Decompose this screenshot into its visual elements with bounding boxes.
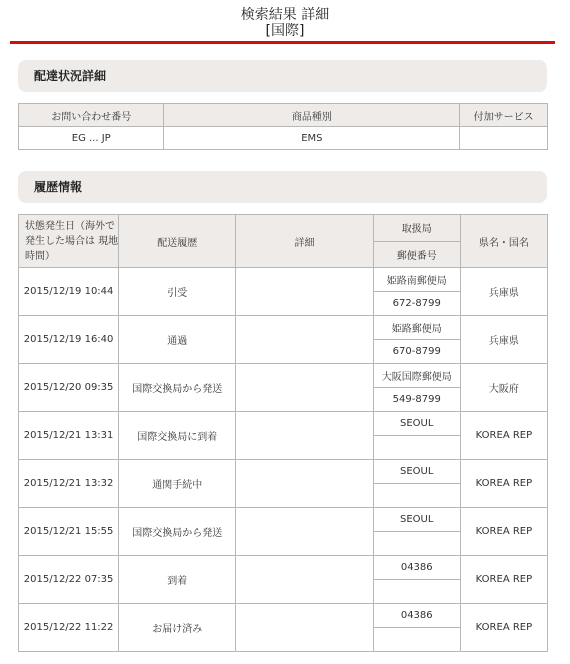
- history-detail: [236, 556, 373, 604]
- history-region: KOREA REP: [460, 460, 547, 508]
- history-table: [18, 214, 548, 652]
- history-section-title: 履歴情報: [34, 180, 83, 194]
- history-date: 2015/12/21 13:32: [19, 460, 119, 508]
- history-office: 04386: [373, 604, 460, 628]
- product-type: EMS: [164, 127, 460, 150]
- delivery-table: [18, 103, 548, 150]
- history-detail: [236, 508, 373, 556]
- delivery-header-row: [19, 104, 548, 127]
- history-office: 04386: [373, 556, 460, 580]
- history-row: [19, 364, 548, 388]
- history-date: 2015/12/21 15:55: [19, 508, 119, 556]
- history-detail: [236, 604, 373, 652]
- history-header-row: [19, 215, 548, 242]
- header-product-type: 商品種別: [164, 104, 460, 127]
- history-detail: [236, 412, 373, 460]
- history-row: [19, 460, 548, 484]
- history-detail: [236, 364, 373, 412]
- history-office: 大阪国際郵便局: [373, 364, 460, 388]
- header-postal: 郵便番号: [373, 241, 460, 268]
- tracking-number: EG ... JP: [19, 127, 164, 150]
- history-postal: [373, 436, 460, 460]
- history-region: KOREA REP: [460, 556, 547, 604]
- history-status: 引受: [119, 268, 236, 316]
- history-office: SEOUL: [373, 460, 460, 484]
- history-row: [19, 412, 548, 436]
- history-detail: [236, 460, 373, 508]
- history-office: 姫路郵便局: [373, 316, 460, 340]
- history-detail: [236, 316, 373, 364]
- delivery-section-header: [18, 60, 547, 92]
- history-date: 2015/12/21 13:31: [19, 412, 119, 460]
- page-title-main: 検索結果 詳細: [240, 7, 330, 23]
- history-status: 到着: [119, 556, 236, 604]
- history-region: KOREA REP: [460, 604, 547, 652]
- history-date: 2015/12/20 09:35: [19, 364, 119, 412]
- history-detail: [236, 268, 373, 316]
- history-status: 通過: [119, 316, 236, 364]
- title-divider: [10, 41, 555, 44]
- history-region: 大阪府: [460, 364, 547, 412]
- history-status: 国際交換局から発送: [119, 508, 236, 556]
- history-date: 2015/12/19 16:40: [19, 316, 119, 364]
- history-postal: 549-8799: [373, 388, 460, 412]
- page-title-sub: [国際]: [265, 23, 305, 39]
- header-status: 配送履歴: [119, 215, 236, 268]
- header-region: 県名・国名: [460, 215, 547, 268]
- history-body: [19, 268, 548, 652]
- history-region: KOREA REP: [460, 412, 547, 460]
- header-office: 取扱局: [373, 215, 460, 242]
- history-status: 国際交換局から発送: [119, 364, 236, 412]
- history-region: 兵庫県: [460, 316, 547, 364]
- history-office: SEOUL: [373, 508, 460, 532]
- history-office: 姫路南郵便局: [373, 268, 460, 292]
- history-postal: [373, 484, 460, 508]
- history-row: [19, 508, 548, 532]
- history-section-header: [18, 171, 547, 203]
- page-title: [0, 0, 570, 39]
- history-row: [19, 268, 548, 292]
- history-date: 2015/12/19 10:44: [19, 268, 119, 316]
- header-date: 状態発生日（海外で発生した場合は 現地時間）: [19, 215, 119, 268]
- header-detail: 詳細: [236, 215, 373, 268]
- history-postal: 672-8799: [373, 292, 460, 316]
- header-tracking-number: お問い合わせ番号: [19, 104, 164, 127]
- history-postal: [373, 532, 460, 556]
- history-status: 通関手続中: [119, 460, 236, 508]
- history-region: 兵庫県: [460, 268, 547, 316]
- delivery-section-title: 配達状況詳細: [34, 69, 107, 83]
- extra-service: [460, 127, 548, 150]
- history-status: お届け済み: [119, 604, 236, 652]
- history-office: SEOUL: [373, 412, 460, 436]
- history-date: 2015/12/22 11:22: [19, 604, 119, 652]
- history-postal: [373, 580, 460, 604]
- delivery-data-row: [19, 127, 548, 150]
- history-date: 2015/12/22 07:35: [19, 556, 119, 604]
- history-postal: 670-8799: [373, 340, 460, 364]
- history-row: [19, 556, 548, 580]
- history-row: [19, 316, 548, 340]
- history-row: [19, 604, 548, 628]
- history-status: 国際交換局に到着: [119, 412, 236, 460]
- header-extra-service: 付加サービス: [460, 104, 548, 127]
- history-postal: [373, 628, 460, 652]
- history-region: KOREA REP: [460, 508, 547, 556]
